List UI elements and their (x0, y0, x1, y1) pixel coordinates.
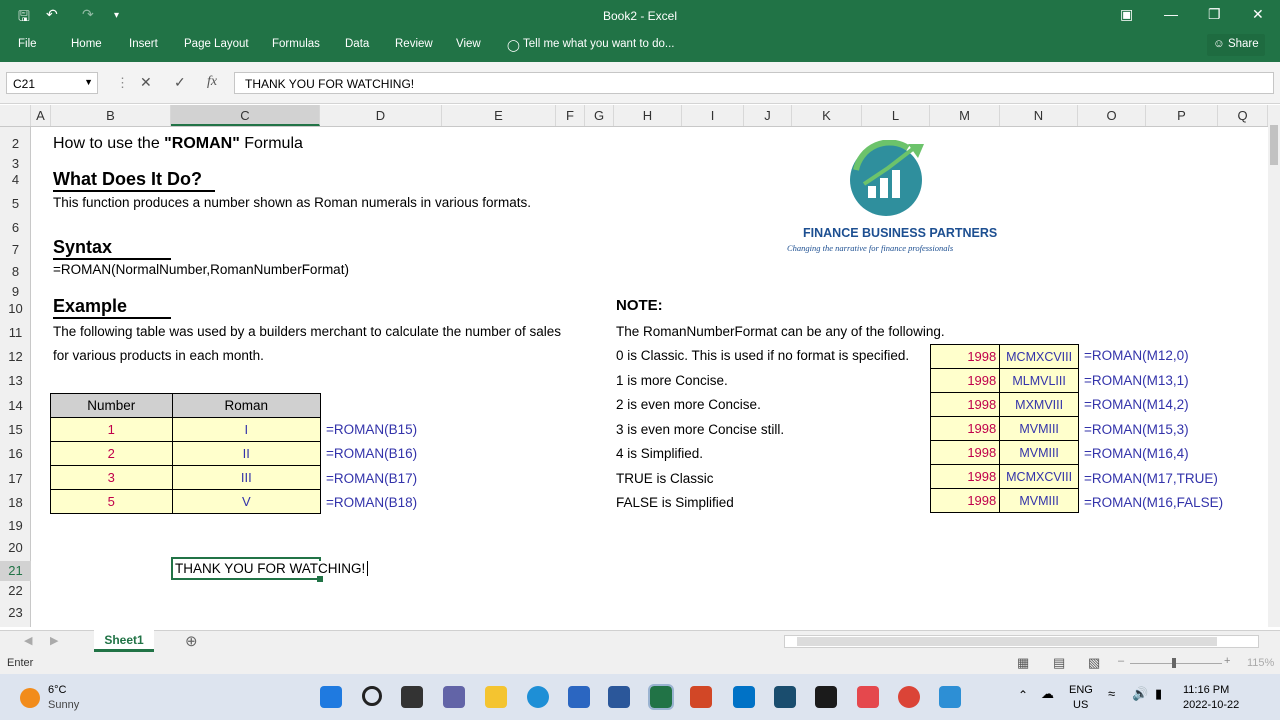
table-cell[interactable]: I (172, 418, 320, 442)
store-icon[interactable] (568, 686, 590, 708)
row-header[interactable]: 16 (8, 446, 23, 461)
column-header[interactable]: H (614, 105, 682, 126)
note-title: NOTE: (616, 297, 663, 314)
lightbulb-icon: ◯ (507, 40, 520, 52)
enter-check-icon[interactable]: ✓ (174, 74, 186, 90)
table-cell[interactable]: 3 (51, 466, 173, 490)
task-view-icon[interactable] (401, 686, 423, 708)
table-header[interactable]: Number (51, 394, 173, 418)
start-icon[interactable] (320, 686, 342, 708)
windows-taskbar (0, 674, 1280, 720)
note-desc: FALSE is Simplified (616, 495, 734, 510)
table-cell[interactable]: MXMVIII (1000, 393, 1079, 417)
column-header[interactable]: J (744, 105, 792, 126)
language-region[interactable]: US (1073, 699, 1089, 711)
status-mode: Enter (7, 657, 34, 669)
tab-file[interactable]: File (18, 38, 37, 50)
row-header-active[interactable]: 21 (0, 561, 31, 581)
formula-bar (0, 62, 1280, 104)
column-header[interactable]: C (171, 105, 320, 126)
section-title: Syntax (53, 237, 171, 260)
column-header[interactable]: I (682, 105, 744, 126)
weather-desc[interactable]: Sunny (48, 699, 80, 711)
heading-function-name: "ROMAN" (164, 135, 240, 152)
column-header[interactable]: A (31, 105, 51, 126)
description-text: This function produces a number shown as Roman numerals in various formats. (53, 195, 531, 210)
search-icon[interactable] (362, 686, 382, 706)
chevron-up-icon[interactable]: ⌃ (1018, 688, 1029, 702)
note-desc: 3 is even more Concise still. (616, 422, 785, 437)
page-break-view-icon[interactable]: ▧ (1088, 655, 1101, 670)
row-header[interactable]: 10 (8, 301, 23, 316)
formula-text: =ROMAN(B17) (326, 471, 418, 486)
language-code[interactable]: ENG (1069, 684, 1093, 696)
pycharm-icon[interactable] (815, 686, 837, 708)
word-icon[interactable] (608, 686, 630, 708)
app-icon[interactable] (774, 686, 796, 708)
formula-text: =ROMAN(M15,3) (1084, 422, 1189, 437)
column-header[interactable]: M (930, 105, 1000, 126)
table-cell[interactable]: 5 (51, 490, 173, 514)
table-cell[interactable]: 1998 (931, 345, 1000, 369)
clock-time[interactable]: 11:16 PM (1183, 684, 1230, 696)
table-cell[interactable]: MCMXCVIII (1000, 345, 1079, 369)
vertical-scrollbar[interactable] (1268, 105, 1280, 627)
formula-text: =ROMAN(M12,0) (1084, 348, 1189, 363)
horizontal-scrollbar[interactable] (784, 635, 1259, 648)
customize-toolbar-icon[interactable]: ▾ (114, 10, 120, 21)
growth-chart-icon (848, 140, 928, 220)
row-header[interactable]: 19 (8, 518, 23, 533)
share-label: Share (1227, 38, 1259, 50)
column-header[interactable]: E (442, 105, 556, 126)
sun-icon[interactable] (20, 688, 40, 708)
next-sheet-icon[interactable]: ▶ (50, 635, 59, 647)
column-header[interactable]: L (862, 105, 930, 126)
snipping-tool-icon[interactable] (857, 686, 879, 708)
logo-tagline: Changing the narrative for finance professionals (787, 243, 954, 253)
page-heading (53, 135, 303, 153)
formula-text: =ROMAN(M16,FALSE) (1084, 495, 1224, 510)
table-cell[interactable]: MVMIII (1000, 417, 1079, 441)
formula-text: =ROMAN(M14,2) (1084, 397, 1189, 412)
row-header[interactable]: 8 (11, 264, 20, 279)
note-desc: 2 is even more Concise. (616, 397, 761, 412)
column-header[interactable]: D (320, 105, 442, 126)
row-headers (0, 127, 31, 627)
volume-icon[interactable]: 🔊 (1132, 686, 1149, 701)
normal-view-icon[interactable]: ▦ (1017, 655, 1030, 670)
zoom-in-icon[interactable]: + (1224, 655, 1231, 667)
table-cell[interactable]: MVMIII (1000, 441, 1079, 465)
syntax-text: =ROMAN(NormalNumber,RomanNumberFormat) (53, 262, 349, 277)
scroll-thumb[interactable] (1270, 125, 1278, 165)
formula-text: =ROMAN(M13,1) (1084, 373, 1189, 388)
company-logo (848, 140, 928, 220)
name-box-value: C21 (13, 77, 36, 91)
column-header[interactable]: B (51, 105, 171, 126)
redo-icon[interactable]: ↷ (82, 6, 94, 22)
column-header[interactable]: G (585, 105, 614, 126)
close-icon[interactable]: ✕ (1252, 6, 1264, 22)
outlook-icon[interactable] (733, 686, 755, 708)
powerpoint-icon[interactable] (690, 686, 712, 708)
cell-edit-text[interactable]: THANK YOU FOR WATCHING! (175, 561, 368, 576)
formula-text: =ROMAN(M17,TRUE) (1084, 471, 1218, 486)
row-header[interactable]: 22 (8, 583, 23, 598)
save-icon[interactable]: 🖫 (18, 8, 30, 24)
person-icon: ☺ (1213, 38, 1228, 50)
tab-insert[interactable]: Insert (129, 38, 158, 50)
tab-page-layout[interactable]: Page Layout (184, 38, 249, 50)
example-text: for various products in each month. (53, 348, 264, 363)
formula-text: =ROMAN(B16) (326, 446, 418, 461)
column-header[interactable]: P (1146, 105, 1218, 126)
edge-icon[interactable] (527, 686, 549, 708)
table-cell[interactable]: II (172, 442, 320, 466)
note-desc: 4 is Simplified. (616, 446, 704, 461)
row-header[interactable]: 12 (8, 349, 23, 364)
chrome-icon[interactable] (898, 686, 920, 708)
battery-icon[interactable]: ▮ (1155, 686, 1163, 701)
fill-handle[interactable] (317, 576, 323, 582)
formula-text: =ROMAN(M16,4) (1084, 446, 1189, 461)
table-header[interactable]: Roman (172, 394, 320, 418)
zoom-level[interactable]: 115% (1247, 657, 1275, 669)
zoom-slider[interactable] (1130, 663, 1222, 664)
row-header[interactable]: 2 (11, 136, 20, 151)
scroll-thumb[interactable] (797, 637, 1217, 646)
clock-date[interactable]: 2022-10-22 (1183, 699, 1240, 711)
logo-company-name: FINANCE BUSINESS PARTNERS (803, 226, 998, 240)
column-header[interactable]: O (1078, 105, 1146, 126)
note-table (930, 344, 1079, 513)
note-intro: The RomanNumberFormat can be any of the following. (616, 324, 945, 339)
column-header[interactable]: Q (1218, 105, 1268, 126)
table-cell[interactable]: MCMXCVIII (1000, 465, 1079, 489)
share-button[interactable] (1207, 34, 1265, 56)
tab-home[interactable]: Home (71, 38, 102, 50)
note-desc: TRUE is Classic (616, 471, 714, 486)
row-header[interactable]: 13 (8, 373, 23, 388)
table-cell[interactable]: V (172, 490, 320, 514)
sheet-tabs-bar (0, 630, 1280, 652)
formula-input[interactable]: THANK YOU FOR WATCHING! (234, 72, 1274, 94)
example-text: The following table was used by a builders merchant to calculate the number of sales (53, 324, 562, 339)
file-explorer-icon[interactable] (485, 686, 507, 708)
tell-me-box[interactable]: Tell me what you want to do... (523, 38, 675, 50)
prev-sheet-icon[interactable]: ◀ (24, 635, 33, 647)
minimize-icon[interactable]: — (1164, 6, 1178, 22)
heading-text: How to use the (53, 135, 165, 152)
teams-icon[interactable] (443, 686, 465, 708)
row-header[interactable]: 9 (11, 284, 20, 299)
row-header[interactable]: 14 (8, 398, 23, 413)
table-cell[interactable]: 1998 (931, 465, 1000, 489)
table-cell[interactable]: 1998 (931, 489, 1000, 513)
section-title: What Does It Do? (53, 169, 215, 192)
cloud-icon[interactable]: ☁ (1041, 686, 1054, 701)
column-header[interactable]: K (792, 105, 862, 126)
row-header[interactable]: 3 (11, 156, 20, 171)
section-title: Example (53, 296, 171, 319)
row-header[interactable]: 5 (11, 196, 20, 211)
column-headers (0, 105, 1268, 127)
chevron-down-icon[interactable]: ▼ (84, 77, 93, 87)
row-header[interactable]: 18 (8, 495, 23, 510)
heading-text: Formula (239, 135, 303, 152)
more-icon: ⋮ (116, 75, 129, 90)
row-header[interactable]: 15 (8, 422, 23, 437)
wifi-icon[interactable]: ≈ (1108, 686, 1116, 701)
add-sheet-icon[interactable]: ⊕ (185, 633, 198, 650)
zoom-slider-thumb[interactable] (1172, 658, 1176, 668)
table-cell[interactable]: 1 (51, 418, 173, 442)
insert-function-icon[interactable]: fx (207, 74, 218, 89)
name-box[interactable] (6, 72, 98, 94)
note-desc: 1 is more Concise. (616, 373, 728, 388)
table-cell[interactable]: 1998 (931, 369, 1000, 393)
cancel-icon[interactable]: ✕ (140, 74, 152, 90)
table-cell[interactable]: 1998 (931, 393, 1000, 417)
column-header[interactable]: N (1000, 105, 1078, 126)
sheet-tab-active[interactable]: Sheet1 (94, 630, 154, 652)
row-header[interactable]: 20 (8, 540, 23, 555)
table-cell[interactable]: MVMIII (1000, 489, 1079, 513)
row-header[interactable]: 17 (8, 471, 23, 486)
table-cell[interactable]: 1998 (931, 441, 1000, 465)
status-bar (0, 652, 1280, 674)
title-bar (0, 0, 1280, 32)
page-layout-view-icon[interactable]: ▤ (1053, 655, 1066, 670)
row-header[interactable]: 7 (11, 242, 20, 257)
example-table (50, 393, 321, 514)
excel-icon[interactable] (650, 686, 672, 708)
table-cell[interactable]: 2 (51, 442, 173, 466)
tab-review[interactable]: Review (395, 38, 433, 50)
table-cell[interactable]: MLMVLIII (1000, 369, 1079, 393)
tab-view[interactable]: View (456, 38, 481, 50)
row-header[interactable]: 4 (11, 172, 20, 187)
table-cell[interactable]: III (172, 466, 320, 490)
formula-text: =ROMAN(B18) (326, 495, 418, 510)
note-desc: 0 is Classic. This is used if no format is specified. (616, 348, 910, 363)
weather-temp[interactable]: 6°C (48, 684, 67, 696)
row-header[interactable]: 23 (8, 605, 23, 620)
row-header[interactable]: 11 (8, 325, 23, 340)
restore-icon[interactable]: ❐ (1208, 6, 1221, 22)
row-header[interactable]: 6 (11, 220, 20, 235)
select-all[interactable] (0, 105, 31, 126)
media-icon[interactable] (939, 686, 961, 708)
zoom-out-icon[interactable]: – (1118, 655, 1125, 667)
tab-data[interactable]: Data (345, 38, 370, 50)
table-cell[interactable]: 1998 (931, 417, 1000, 441)
column-header[interactable]: F (556, 105, 585, 126)
window-title: Book2 - Excel (602, 9, 678, 23)
formula-text: =ROMAN(B15) (326, 422, 418, 437)
undo-icon[interactable]: ↶ (46, 6, 58, 22)
tab-formulas[interactable]: Formulas (272, 38, 320, 50)
ribbon-display-icon[interactable]: ▣ (1120, 6, 1134, 22)
